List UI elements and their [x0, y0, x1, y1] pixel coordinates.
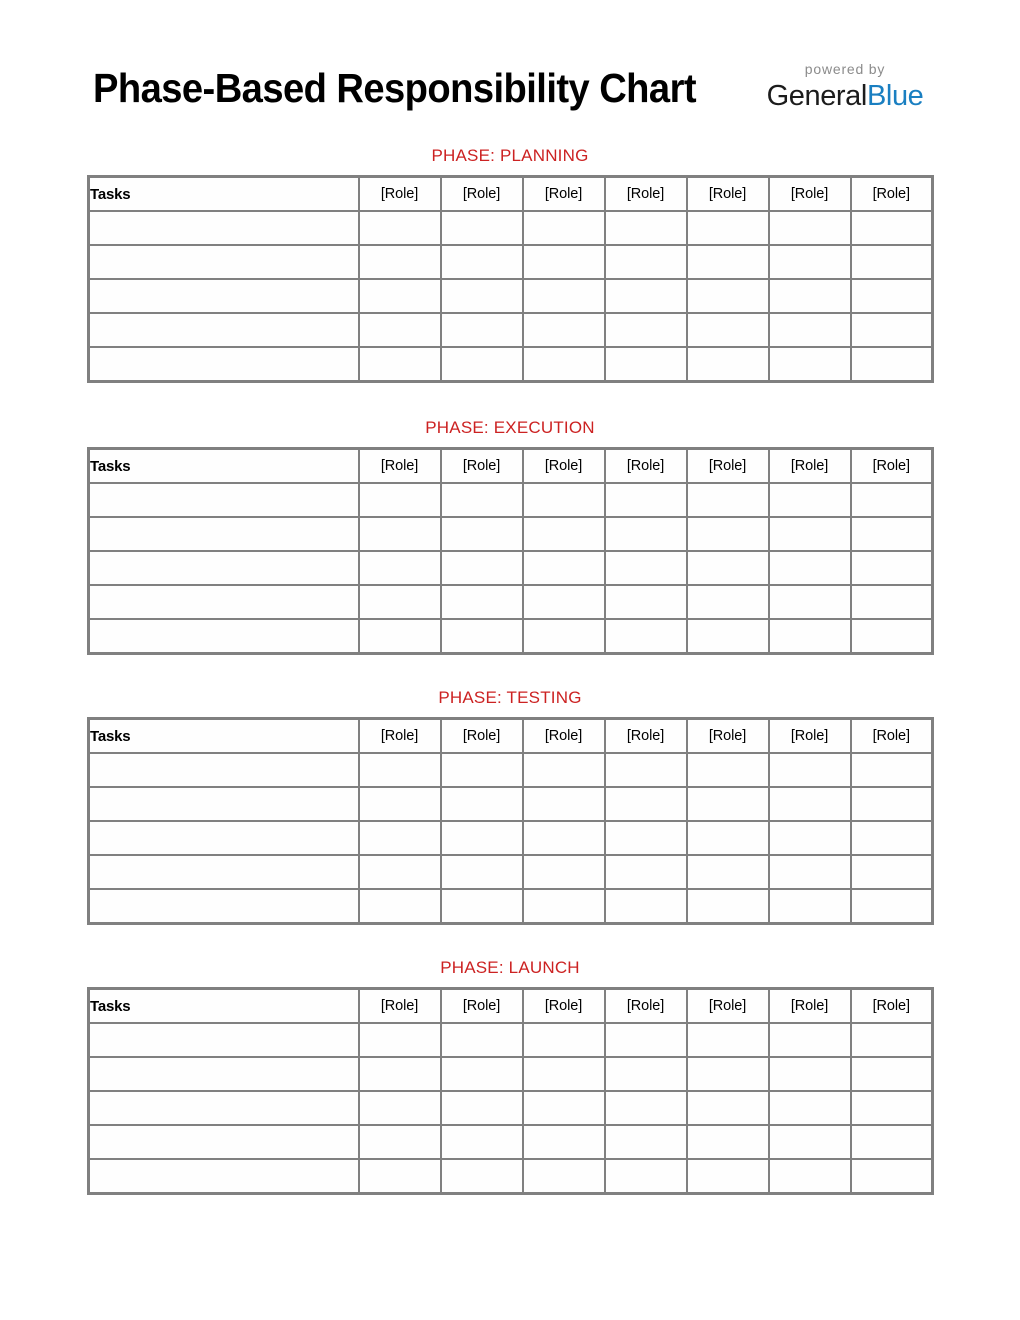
- role-cell[interactable]: [769, 855, 851, 889]
- role-cell[interactable]: [687, 1091, 769, 1125]
- task-cell[interactable]: [89, 1125, 359, 1159]
- role-cell[interactable]: [605, 1091, 687, 1125]
- role-cell[interactable]: [523, 889, 605, 924]
- table-row: [89, 889, 933, 924]
- role-cell[interactable]: [441, 211, 523, 245]
- role-cell[interactable]: [523, 787, 605, 821]
- task-cell[interactable]: [89, 245, 359, 279]
- brand-logo: [750, 60, 940, 113]
- role-cell[interactable]: [851, 1023, 933, 1057]
- role-cell[interactable]: [441, 313, 523, 347]
- role-cell[interactable]: [851, 245, 933, 279]
- role-cell[interactable]: [605, 1125, 687, 1159]
- column-header-role: [Role]: [441, 449, 523, 484]
- task-cell[interactable]: [89, 787, 359, 821]
- column-header-role: [Role]: [851, 449, 933, 484]
- role-cell[interactable]: [851, 347, 933, 382]
- table-row: [89, 211, 933, 245]
- role-cell[interactable]: [687, 855, 769, 889]
- role-cell[interactable]: [851, 821, 933, 855]
- task-cell[interactable]: [89, 585, 359, 619]
- role-cell[interactable]: [523, 585, 605, 619]
- role-cell[interactable]: [687, 619, 769, 654]
- role-cell[interactable]: [605, 1057, 687, 1091]
- role-cell[interactable]: [441, 753, 523, 787]
- table-row: [89, 1159, 933, 1194]
- role-cell[interactable]: [523, 279, 605, 313]
- role-cell[interactable]: [359, 585, 441, 619]
- role-cell[interactable]: [359, 619, 441, 654]
- table-row: [89, 585, 933, 619]
- role-cell[interactable]: [605, 245, 687, 279]
- role-cell[interactable]: [851, 889, 933, 924]
- task-cell[interactable]: [89, 313, 359, 347]
- role-cell[interactable]: [359, 1125, 441, 1159]
- role-cell[interactable]: [523, 619, 605, 654]
- role-cell[interactable]: [605, 753, 687, 787]
- column-header-role: [Role]: [523, 177, 605, 212]
- task-cell[interactable]: [89, 855, 359, 889]
- role-cell[interactable]: [359, 551, 441, 585]
- role-cell[interactable]: [851, 1125, 933, 1159]
- table-row: [89, 619, 933, 654]
- role-cell[interactable]: [441, 347, 523, 382]
- role-cell[interactable]: [441, 279, 523, 313]
- role-cell[interactable]: [605, 619, 687, 654]
- column-header-role: [Role]: [523, 989, 605, 1024]
- task-cell[interactable]: [89, 1023, 359, 1057]
- role-cell[interactable]: [769, 753, 851, 787]
- role-cell[interactable]: [769, 279, 851, 313]
- brand-name-blue: Blue: [866, 80, 924, 112]
- phase-title: PHASE: EXECUTION: [425, 418, 595, 437]
- role-cell[interactable]: [605, 855, 687, 889]
- role-cell[interactable]: [523, 821, 605, 855]
- column-header-tasks: Tasks: [89, 989, 359, 1024]
- phase-section: [87, 145, 933, 383]
- role-cell[interactable]: [851, 483, 933, 517]
- column-header-role: [Role]: [769, 449, 851, 484]
- column-header-role: [Role]: [441, 177, 523, 212]
- role-cell[interactable]: [523, 1159, 605, 1194]
- task-cell[interactable]: [89, 1091, 359, 1125]
- role-cell[interactable]: [605, 787, 687, 821]
- responsibility-table: [87, 175, 934, 383]
- role-cell[interactable]: [769, 821, 851, 855]
- task-cell[interactable]: [89, 483, 359, 517]
- table-row: [89, 483, 933, 517]
- role-cell[interactable]: [605, 821, 687, 855]
- task-cell[interactable]: [89, 211, 359, 245]
- role-cell[interactable]: [441, 619, 523, 654]
- brand-powered-by-label: powered by: [804, 61, 886, 77]
- table-row: [89, 1057, 933, 1091]
- task-cell[interactable]: [89, 551, 359, 585]
- role-cell[interactable]: [687, 347, 769, 382]
- role-cell[interactable]: [769, 347, 851, 382]
- column-header-role: [Role]: [359, 449, 441, 484]
- table-header-row: [89, 989, 933, 1024]
- column-header-role: [Role]: [687, 989, 769, 1024]
- table-row: [89, 821, 933, 855]
- brand-name-general: General: [766, 80, 867, 112]
- role-cell[interactable]: [523, 855, 605, 889]
- role-cell[interactable]: [687, 313, 769, 347]
- column-header-role: [Role]: [605, 989, 687, 1024]
- role-cell[interactable]: [605, 585, 687, 619]
- role-cell[interactable]: [441, 1057, 523, 1091]
- role-cell[interactable]: [523, 1023, 605, 1057]
- task-cell[interactable]: [89, 889, 359, 924]
- role-cell[interactable]: [359, 787, 441, 821]
- table-row: [89, 1125, 933, 1159]
- role-cell[interactable]: [687, 279, 769, 313]
- role-cell[interactable]: [605, 313, 687, 347]
- role-cell[interactable]: [441, 821, 523, 855]
- role-cell[interactable]: [769, 619, 851, 654]
- role-cell[interactable]: [687, 787, 769, 821]
- task-cell[interactable]: [89, 619, 359, 654]
- column-header-role: [Role]: [441, 719, 523, 754]
- task-cell[interactable]: [89, 1159, 359, 1194]
- role-cell[interactable]: [769, 483, 851, 517]
- role-cell[interactable]: [359, 855, 441, 889]
- role-cell[interactable]: [769, 551, 851, 585]
- role-cell[interactable]: [359, 517, 441, 551]
- column-header-role: [Role]: [851, 989, 933, 1024]
- role-cell[interactable]: [523, 347, 605, 382]
- role-cell[interactable]: [441, 1159, 523, 1194]
- task-cell[interactable]: [89, 1057, 359, 1091]
- column-header-role: [Role]: [769, 719, 851, 754]
- role-cell[interactable]: [441, 1023, 523, 1057]
- role-cell[interactable]: [359, 1091, 441, 1125]
- task-cell[interactable]: [89, 347, 359, 382]
- role-cell[interactable]: [523, 517, 605, 551]
- role-cell[interactable]: [359, 347, 441, 382]
- role-cell[interactable]: [687, 483, 769, 517]
- column-header-tasks: Tasks: [89, 719, 359, 754]
- role-cell[interactable]: [359, 753, 441, 787]
- role-cell[interactable]: [441, 889, 523, 924]
- column-header-role: [Role]: [769, 177, 851, 212]
- role-cell[interactable]: [441, 245, 523, 279]
- role-cell[interactable]: [851, 787, 933, 821]
- table-header-row: [89, 449, 933, 484]
- table-row: [89, 517, 933, 551]
- role-cell[interactable]: [523, 313, 605, 347]
- role-cell[interactable]: [523, 1125, 605, 1159]
- role-cell[interactable]: [687, 211, 769, 245]
- role-cell[interactable]: [359, 1057, 441, 1091]
- role-cell[interactable]: [769, 1023, 851, 1057]
- role-cell[interactable]: [605, 1023, 687, 1057]
- task-cell[interactable]: [89, 517, 359, 551]
- column-header-role: [Role]: [605, 177, 687, 212]
- role-cell[interactable]: [523, 753, 605, 787]
- role-cell[interactable]: [523, 483, 605, 517]
- task-cell[interactable]: [89, 821, 359, 855]
- column-header-role: [Role]: [687, 449, 769, 484]
- role-cell[interactable]: [851, 313, 933, 347]
- column-header-role: [Role]: [687, 719, 769, 754]
- table-row: [89, 1023, 933, 1057]
- role-cell[interactable]: [769, 1091, 851, 1125]
- column-header-role: [Role]: [359, 989, 441, 1024]
- role-cell[interactable]: [441, 517, 523, 551]
- role-cell[interactable]: [851, 279, 933, 313]
- role-cell[interactable]: [687, 889, 769, 924]
- role-cell[interactable]: [605, 1159, 687, 1194]
- responsibility-table: [87, 987, 934, 1195]
- role-cell[interactable]: [769, 211, 851, 245]
- role-cell[interactable]: [359, 889, 441, 924]
- role-cell[interactable]: [851, 1091, 933, 1125]
- role-cell[interactable]: [523, 1057, 605, 1091]
- column-header-role: [Role]: [359, 719, 441, 754]
- role-cell[interactable]: [687, 821, 769, 855]
- role-cell[interactable]: [687, 551, 769, 585]
- role-cell[interactable]: [851, 1159, 933, 1194]
- role-cell[interactable]: [769, 1159, 851, 1194]
- table-header-row: [89, 719, 933, 754]
- role-cell[interactable]: [359, 1159, 441, 1194]
- role-cell[interactable]: [605, 483, 687, 517]
- role-cell[interactable]: [769, 585, 851, 619]
- phase-section: [87, 687, 933, 925]
- role-cell[interactable]: [523, 551, 605, 585]
- role-cell[interactable]: [605, 279, 687, 313]
- role-cell[interactable]: [851, 517, 933, 551]
- role-cell[interactable]: [441, 585, 523, 619]
- phase-title: PHASE: PLANNING: [431, 146, 589, 165]
- role-cell[interactable]: [441, 551, 523, 585]
- role-cell[interactable]: [851, 619, 933, 654]
- phase-section: [87, 417, 933, 655]
- role-cell[interactable]: [851, 551, 933, 585]
- role-cell[interactable]: [687, 1125, 769, 1159]
- role-cell[interactable]: [687, 1159, 769, 1194]
- role-cell[interactable]: [359, 279, 441, 313]
- task-cell[interactable]: [89, 279, 359, 313]
- role-cell[interactable]: [441, 787, 523, 821]
- role-cell[interactable]: [851, 855, 933, 889]
- role-cell[interactable]: [687, 245, 769, 279]
- role-cell[interactable]: [687, 585, 769, 619]
- table-row: [89, 245, 933, 279]
- column-header-role: [Role]: [523, 719, 605, 754]
- column-header-tasks: Tasks: [89, 449, 359, 484]
- role-cell[interactable]: [687, 517, 769, 551]
- role-cell[interactable]: [851, 211, 933, 245]
- table-row: [89, 787, 933, 821]
- brand-name: [750, 79, 940, 113]
- column-header-role: [Role]: [605, 719, 687, 754]
- column-header-role: [Role]: [359, 177, 441, 212]
- role-cell[interactable]: [359, 483, 441, 517]
- role-cell[interactable]: [605, 347, 687, 382]
- role-cell[interactable]: [769, 245, 851, 279]
- role-cell[interactable]: [687, 1023, 769, 1057]
- table-row: [89, 855, 933, 889]
- role-cell[interactable]: [687, 1057, 769, 1091]
- phase-section: [87, 957, 933, 1195]
- role-cell[interactable]: [441, 855, 523, 889]
- table-row: [89, 1091, 933, 1125]
- role-cell[interactable]: [769, 313, 851, 347]
- page-title: Phase-Based Responsibility Chart: [93, 65, 696, 111]
- table-row: [89, 347, 933, 382]
- column-header-role: [Role]: [851, 719, 933, 754]
- role-cell[interactable]: [769, 1057, 851, 1091]
- role-cell[interactable]: [769, 517, 851, 551]
- role-cell[interactable]: [523, 245, 605, 279]
- phase-title: PHASE: LAUNCH: [440, 958, 580, 977]
- document-header: [0, 0, 1020, 135]
- column-header-role: [Role]: [851, 177, 933, 212]
- role-cell[interactable]: [605, 889, 687, 924]
- task-cell[interactable]: [89, 753, 359, 787]
- table-row: [89, 313, 933, 347]
- column-header-role: [Role]: [687, 177, 769, 212]
- table-row: [89, 551, 933, 585]
- role-cell[interactable]: [851, 753, 933, 787]
- table-row: [89, 753, 933, 787]
- phase-title: PHASE: TESTING: [438, 688, 582, 707]
- role-cell[interactable]: [769, 889, 851, 924]
- role-cell[interactable]: [441, 483, 523, 517]
- role-cell[interactable]: [851, 585, 933, 619]
- role-cell[interactable]: [687, 753, 769, 787]
- role-cell[interactable]: [605, 517, 687, 551]
- role-cell[interactable]: [359, 313, 441, 347]
- column-header-tasks: Tasks: [89, 177, 359, 212]
- column-header-role: [Role]: [605, 449, 687, 484]
- responsibility-table: [87, 447, 934, 655]
- role-cell[interactable]: [441, 1091, 523, 1125]
- column-header-role: [Role]: [441, 989, 523, 1024]
- role-cell[interactable]: [359, 1023, 441, 1057]
- column-header-role: [Role]: [769, 989, 851, 1024]
- role-cell[interactable]: [359, 821, 441, 855]
- role-cell[interactable]: [523, 1091, 605, 1125]
- role-cell[interactable]: [441, 1125, 523, 1159]
- role-cell[interactable]: [359, 245, 441, 279]
- table-header-row: [89, 177, 933, 212]
- role-cell[interactable]: [769, 787, 851, 821]
- role-cell[interactable]: [605, 211, 687, 245]
- responsibility-table: [87, 717, 934, 925]
- role-cell[interactable]: [851, 1057, 933, 1091]
- role-cell[interactable]: [769, 1125, 851, 1159]
- column-header-role: [Role]: [523, 449, 605, 484]
- role-cell[interactable]: [605, 551, 687, 585]
- role-cell[interactable]: [523, 211, 605, 245]
- role-cell[interactable]: [359, 211, 441, 245]
- table-row: [89, 279, 933, 313]
